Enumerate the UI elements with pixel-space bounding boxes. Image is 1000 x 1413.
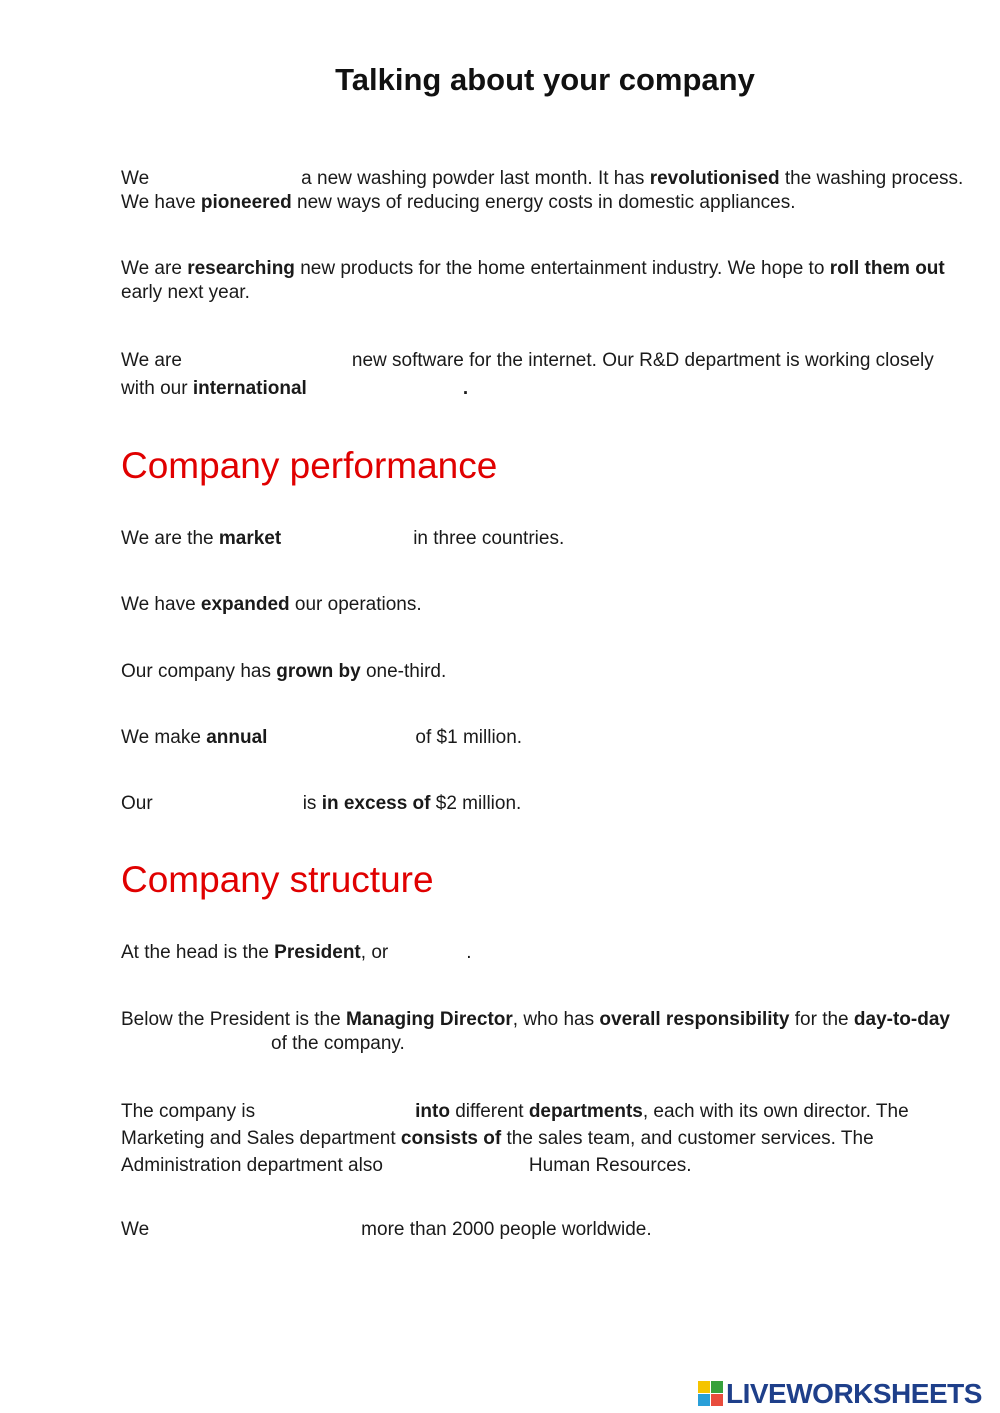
performance-sentence-2: We have expanded our operations. [121, 594, 422, 615]
structure-sentence-2: Below the President is the Managing Director, who has overall responsibility for the day-to-dayof the company. [121, 1009, 950, 1054]
performance-sentence-4: We make annual of $1 million. [121, 727, 523, 748]
answer-gap-5[interactable] [267, 728, 415, 748]
page-title: Talking about your company [335, 62, 755, 97]
answer-gap-11[interactable] [149, 1220, 361, 1240]
answer-gap-9[interactable] [255, 1102, 415, 1122]
answer-gap-6[interactable] [153, 794, 303, 814]
answer-gap-7[interactable] [388, 943, 466, 963]
structure-sentence-3: The company is into different departments, each with its own director. The Marketing and Sales department consists of the sales team, and customer services. The Administration department also Human Resources. [121, 1101, 909, 1176]
section-heading-performance: Company performance [121, 445, 498, 486]
liveworksheets-logo-icon [698, 1381, 724, 1407]
answer-gap-3[interactable] [307, 379, 463, 399]
paragraph-2: We are researching new products for the home entertainment industry. We hope to roll them out early next year. [121, 258, 945, 303]
answer-gap-4[interactable] [281, 529, 413, 549]
performance-sentence-3: Our company has grown by one-third. [121, 661, 447, 682]
paragraph-3: We are new software for the internet. Our R&D department is working closely with our international . [121, 350, 934, 399]
answer-gap-8[interactable] [121, 1034, 271, 1054]
performance-sentence-5: Our is in excess of $2 million. [121, 793, 522, 814]
answer-gap-1[interactable] [149, 169, 301, 189]
liveworksheets-logo[interactable] [698, 1378, 994, 1410]
answer-gap-10[interactable] [383, 1156, 529, 1176]
answer-gap-2[interactable] [182, 351, 352, 371]
paragraph-1: We a new washing powder last month. It has revolutionised the washing process. We have pioneered new ways of reducing energy costs in domestic appliances. [121, 168, 964, 213]
structure-sentence-4: We more than 2000 people worldwide. [121, 1219, 652, 1240]
section-heading-structure: Company structure [121, 859, 434, 900]
performance-sentence-1: We are the market in three countries. [121, 528, 565, 549]
logo-text: LIVEWORKSHEETS [726, 1378, 982, 1409]
structure-sentence-1: At the head is the President, or . [121, 942, 472, 963]
